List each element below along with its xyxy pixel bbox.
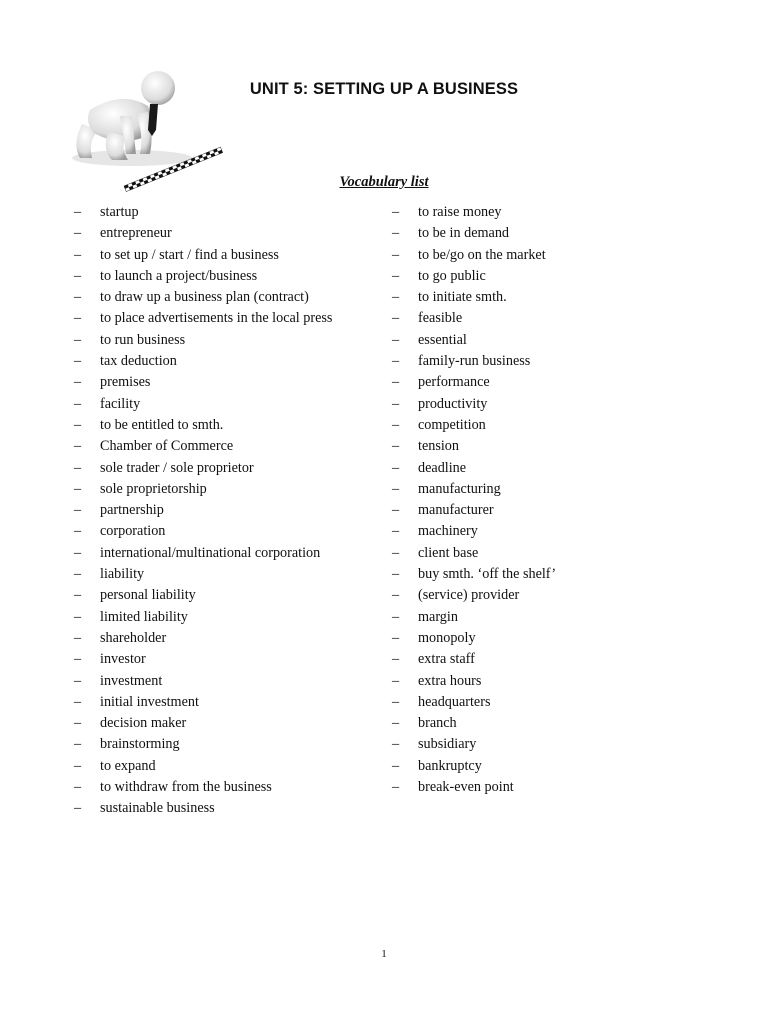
vocabulary-item: [392, 734, 732, 755]
vocabulary-term: tax deduction: [100, 353, 177, 370]
vocabulary-item: [74, 756, 384, 777]
list-bullet: –: [74, 629, 82, 646]
vocabulary-item: [392, 607, 732, 628]
list-bullet: –: [74, 502, 82, 519]
vocabulary-item: [74, 607, 384, 628]
vocabulary-term: to set up / start / find a business: [100, 246, 279, 263]
list-bullet: –: [392, 289, 400, 306]
list-bullet: –: [74, 310, 82, 327]
list-bullet: –: [392, 353, 400, 370]
list-bullet: –: [74, 395, 82, 412]
vocabulary-item: [74, 266, 384, 287]
vocabulary-term: headquarters: [418, 693, 491, 710]
list-bullet: –: [74, 225, 82, 242]
list-bullet: –: [392, 246, 400, 263]
vocabulary-term: to place advertisements in the local press: [100, 310, 333, 327]
vocabulary-item: [392, 479, 732, 500]
list-bullet: –: [392, 693, 400, 710]
vocabulary-list-left: [74, 202, 384, 820]
list-bullet: –: [74, 651, 82, 668]
list-bullet: –: [392, 736, 400, 753]
list-bullet: –: [392, 587, 400, 604]
list-bullet: –: [392, 629, 400, 646]
vocabulary-item: [74, 287, 384, 308]
vocabulary-item: [392, 308, 732, 329]
vocabulary-term: to initiate smth.: [418, 289, 507, 306]
vocabulary-term: extra hours: [418, 672, 482, 689]
vocabulary-item: [74, 202, 384, 223]
list-bullet: –: [74, 757, 82, 774]
vocabulary-term: subsidiary: [418, 736, 477, 753]
list-bullet: –: [74, 374, 82, 391]
vocabulary-term: to launch a project/business: [100, 267, 258, 284]
list-bullet: –: [392, 374, 400, 391]
vocabulary-item: [392, 287, 732, 308]
vocabulary-term: extra staff: [418, 651, 475, 668]
vocabulary-term: premises: [100, 374, 151, 391]
vocabulary-item: [392, 521, 732, 542]
vocabulary-item: [392, 223, 732, 244]
vocabulary-item: [392, 777, 732, 798]
vocabulary-term: entrepreneur: [100, 225, 172, 242]
list-bullet: –: [392, 779, 400, 796]
list-bullet: –: [392, 715, 400, 732]
vocabulary-item: [392, 671, 732, 692]
vocabulary-item: [74, 628, 384, 649]
vocabulary-item: [392, 543, 732, 564]
vocabulary-term: sustainable business: [100, 800, 215, 817]
vocabulary-item: [74, 734, 384, 755]
list-bullet: –: [74, 353, 82, 370]
vocabulary-item: [74, 564, 384, 585]
list-bullet: –: [74, 672, 82, 689]
list-bullet: –: [392, 331, 400, 348]
list-bullet: –: [392, 225, 400, 242]
vocabulary-item: [74, 436, 384, 457]
vocabulary-item: [392, 415, 732, 436]
list-bullet: –: [74, 693, 82, 710]
vocabulary-item: [74, 543, 384, 564]
vocabulary-item: [392, 245, 732, 266]
list-bullet: –: [74, 480, 82, 497]
vocabulary-item: [74, 500, 384, 521]
vocabulary-term: limited liability: [100, 608, 188, 625]
vocabulary-term: to be in demand: [418, 225, 510, 242]
vocabulary-term: personal liability: [100, 587, 196, 604]
vocabulary-term: liability: [100, 566, 145, 583]
list-bullet: –: [74, 566, 82, 583]
vocabulary-term: brainstorming: [100, 736, 180, 753]
vocabulary-term: deadline: [418, 459, 467, 476]
vocabulary-item: [392, 692, 732, 713]
vocabulary-item: [74, 308, 384, 329]
vocabulary-term: to run business: [100, 331, 186, 348]
vocabulary-item: [74, 458, 384, 479]
list-bullet: –: [74, 587, 82, 604]
list-bullet: –: [392, 480, 400, 497]
vocabulary-item: [392, 394, 732, 415]
list-bullet: –: [74, 416, 82, 433]
vocabulary-term: sole trader / sole proprietor: [100, 459, 254, 476]
vocabulary-item: [74, 692, 384, 713]
list-bullet: –: [392, 523, 400, 540]
vocabulary-term: startup: [100, 204, 139, 220]
vocabulary-term: margin: [418, 608, 458, 625]
vocabulary-term: to be/go on the market: [418, 246, 546, 263]
vocabulary-item: [74, 798, 384, 819]
list-bullet: –: [74, 523, 82, 540]
list-bullet: –: [392, 544, 400, 561]
list-bullet: –: [74, 608, 82, 625]
list-bullet: –: [392, 651, 400, 668]
vocabulary-term: Chamber of Commerce: [100, 438, 234, 455]
vocabulary-term: essential: [418, 331, 467, 348]
list-bullet: –: [74, 544, 82, 561]
list-bullet: –: [74, 779, 82, 796]
list-bullet: –: [392, 438, 400, 455]
list-bullet: –: [74, 204, 82, 220]
vocabulary-term: decision maker: [100, 715, 187, 732]
list-bullet: –: [392, 459, 400, 476]
vocabulary-term: buy smth. ‘off the shelf’: [418, 566, 557, 583]
vocabulary-term: initial investment: [100, 693, 199, 710]
vocabulary-item: [392, 628, 732, 649]
list-bullet: –: [74, 289, 82, 306]
vocabulary-term: corporation: [100, 523, 166, 540]
vocabulary-term: to be entitled to smth.: [100, 416, 224, 433]
vocabulary-item: [74, 245, 384, 266]
vocabulary-term: manufacturer: [418, 502, 494, 519]
vocabulary-term: facility: [100, 395, 141, 412]
vocabulary-term: tension: [418, 438, 459, 455]
vocabulary-item: [74, 521, 384, 542]
vocabulary-term: to withdraw from the business: [100, 779, 272, 796]
vocabulary-item: [392, 500, 732, 521]
list-bullet: –: [392, 608, 400, 625]
list-bullet: –: [392, 566, 400, 583]
section-subtitle: Vocabulary list: [339, 174, 429, 190]
vocabulary-item: [74, 649, 384, 670]
vocabulary-item: [74, 351, 384, 372]
vocabulary-term: sole proprietorship: [100, 480, 207, 497]
vocabulary-item: [392, 436, 732, 457]
vocabulary-term: competition: [418, 416, 486, 433]
vocabulary-item: [392, 756, 732, 777]
vocabulary-term: investment: [100, 672, 163, 689]
vocabulary-item: [392, 649, 732, 670]
vocabulary-term: branch: [418, 715, 457, 732]
vocabulary-item: [74, 223, 384, 244]
list-bullet: –: [74, 331, 82, 348]
starting-line-figure-illustration: [62, 54, 224, 192]
vocabulary-item: [74, 394, 384, 415]
vocabulary-item: [392, 351, 732, 372]
list-bullet: –: [74, 267, 82, 284]
vocabulary-item: [392, 330, 732, 351]
vocabulary-item: [74, 713, 384, 734]
list-bullet: –: [392, 672, 400, 689]
vocabulary-term: shareholder: [100, 629, 167, 646]
page-title: UNIT 5: SETTING UP A BUSINESS: [249, 80, 519, 98]
vocabulary-item: [392, 585, 732, 606]
vocabulary-item: [74, 585, 384, 606]
vocabulary-term: machinery: [418, 523, 478, 540]
list-bullet: –: [392, 395, 400, 412]
vocabulary-item: [392, 713, 732, 734]
vocabulary-item: [74, 479, 384, 500]
vocabulary-term: to go public: [418, 267, 486, 284]
vocabulary-term: to expand: [100, 757, 156, 774]
vocabulary-term: to raise money: [418, 204, 502, 220]
list-bullet: –: [74, 800, 82, 817]
list-bullet: –: [392, 757, 400, 774]
vocabulary-item: [392, 564, 732, 585]
list-bullet: –: [392, 310, 400, 327]
list-bullet: –: [392, 267, 400, 284]
list-bullet: –: [392, 502, 400, 519]
vocabulary-term: break-even point: [418, 779, 514, 796]
vocabulary-term: manufacturing: [418, 480, 501, 497]
vocabulary-term: feasible: [418, 310, 463, 327]
vocabulary-term: family-run business: [418, 353, 531, 370]
list-bullet: –: [74, 736, 82, 753]
list-bullet: –: [74, 246, 82, 263]
page-number: 1: [381, 948, 387, 960]
vocabulary-item: [74, 777, 384, 798]
list-bullet: –: [74, 459, 82, 476]
vocabulary-term: to draw up a business plan (contract): [100, 289, 309, 306]
vocabulary-term: (service) provider: [418, 587, 520, 604]
vocabulary-term: client base: [418, 544, 479, 561]
vocabulary-item: [392, 266, 732, 287]
vocabulary-term: bankruptcy: [418, 757, 482, 774]
vocabulary-item: [392, 458, 732, 479]
vocabulary-term: performance: [418, 374, 490, 391]
list-bullet: –: [74, 438, 82, 455]
vocabulary-item: [74, 372, 384, 393]
vocabulary-term: investor: [100, 651, 146, 668]
vocabulary-item: [392, 202, 732, 223]
list-bullet: –: [392, 204, 400, 220]
list-bullet: –: [74, 715, 82, 732]
vocabulary-term: monopoly: [418, 629, 476, 646]
vocabulary-item: [74, 671, 384, 692]
vocabulary-list-right: [392, 202, 732, 798]
vocabulary-term: partnership: [100, 502, 164, 519]
vocabulary-item: [74, 330, 384, 351]
vocabulary-item: [74, 415, 384, 436]
list-bullet: –: [392, 416, 400, 433]
vocabulary-term: productivity: [418, 395, 488, 412]
vocabulary-term: international/multinational corporation: [100, 544, 321, 561]
vocabulary-item: [392, 372, 732, 393]
